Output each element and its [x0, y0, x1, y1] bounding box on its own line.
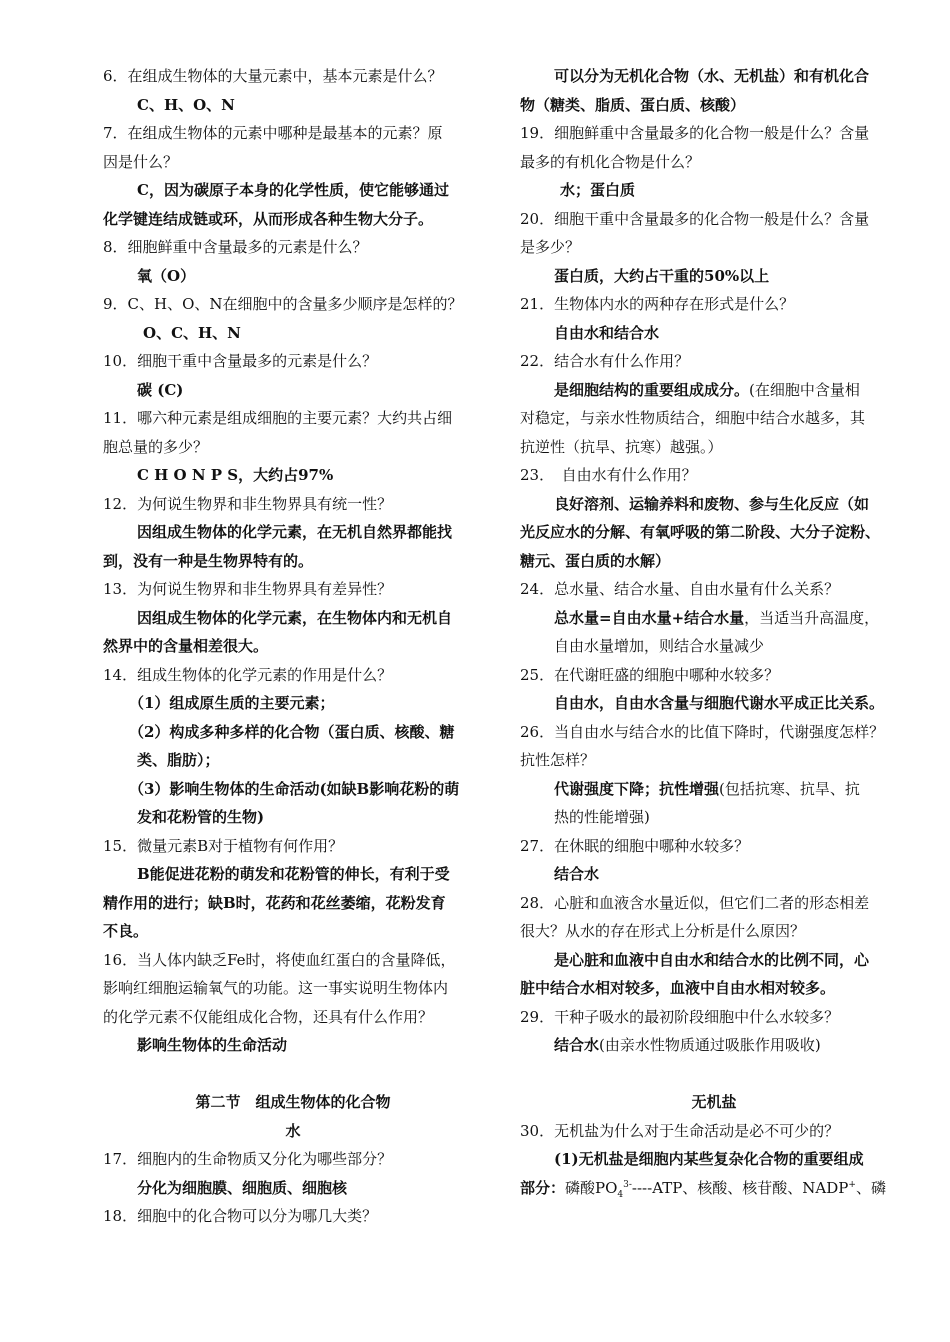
answer-30: (1)无机盐是细胞内某些复杂化合物的重要组成 [554, 1150, 864, 1168]
question-24: 24．总水量、结合水量、自由水量有什么关系？ [520, 580, 840, 598]
question-17: 17．细胞内的生命物质又分化为哪些部分？ [103, 1150, 393, 1168]
question-16-end: 的化学元素不仅能组成化合物，还具有什么作用？ [103, 1007, 434, 1026]
question-26-cont: 抗性怎样？ [520, 751, 596, 769]
answer-30-cont-bold: 部分： [520, 1178, 566, 1197]
question-28: 28．心脏和血液含水量近似，但它们二者的形态相差 [520, 893, 870, 912]
question-28-cont: 很大？从水的存在形式上分析是什么原因？ [520, 922, 806, 940]
left-column [103, 62, 483, 1231]
question-16: 16．当人体内缺乏Fe时，将使血红蛋白的含量降低， [103, 950, 456, 969]
answer-24-cont: 自由水量增加，则结合水量减少 [554, 637, 765, 655]
question-7-cont: 因是什么？ [103, 152, 179, 171]
question-20: 20．细胞干重中含量最多的化合物一般是什么？含量 [520, 209, 870, 228]
answer-28: 是心脏和血液中自由水和结合水的比例不同，心 [554, 950, 870, 969]
answer-21: 自由水和结合水 [554, 323, 660, 342]
answer-19: 水；蛋白质 [560, 181, 636, 199]
question-11-cont: 胞总量的多少？ [103, 437, 209, 456]
answer-14-item-3-cont: 发和花粉管的生物) [137, 808, 265, 826]
answer-12-cont: 到，没有一种是生物界特有的。 [103, 551, 314, 570]
question-20-cont: 是多少？ [520, 238, 581, 256]
answer-12: 因组成生物体的化学元素，在无机自然界都能找 [137, 523, 453, 541]
answer-29-note: (由亲水性物质通过吸胀作用吸收) [599, 1036, 821, 1054]
answer-30-list: ----ATP、核酸、核苷酸、NADP [631, 1178, 849, 1197]
answer-7: C，因为碳原子本身的化学性质，使它能够通过 [137, 181, 449, 199]
answer-26-note: (包括抗寒、抗旱、抗 [719, 779, 860, 798]
answer-15: B能促进花粉的萌发和花粉管的伸长，有利于受 [137, 865, 450, 883]
question-29: 29．干种子吸水的最初阶段细胞中什么水较多？ [520, 1007, 840, 1026]
answer-24-note: ，当适当升高温度， [744, 608, 880, 627]
answer-30-phosphate: 磷酸PO [565, 1178, 618, 1197]
answer-29 [520, 1031, 908, 1060]
answer-6: C、H、O、N [137, 95, 235, 114]
question-19-cont: 最多的有机化合物是什么？ [520, 152, 701, 171]
answer-13: 因组成生物体的化学元素，在生物体内和无机自 [137, 608, 453, 627]
question-11: 11．哪六种元素是组成细胞的主要元素？大约共占细 [103, 409, 453, 427]
answer-15-cont: 精作用的进行；缺B时，花药和花丝萎缩，花粉发育 [103, 893, 446, 912]
question-14: 14．组成生物体的化学元素的作用是什么？ [103, 665, 393, 684]
answer-30-cont [520, 1174, 908, 1203]
answer-18-cont: 物（糖类、脂质、蛋白质、核酸） [520, 95, 746, 114]
answer-22-bold: 是细胞结构的重要组成成分。 [554, 380, 750, 399]
question-26: 26．当自由水与结合水的比值下降时，代谢强度怎样？ [520, 722, 885, 741]
answer-14-item-1: （1）组成原生质的主要元素； [129, 694, 335, 712]
answer-29-bold: 结合水 [554, 1036, 600, 1054]
answer-23: 良好溶剂、运输养料和废物、参与生化反应（如 [554, 494, 870, 513]
subsection-heading-water: 水 [285, 1121, 301, 1140]
answer-9: O、C、H、N [143, 323, 241, 342]
answer-22 [520, 376, 908, 405]
answer-7-cont: 化学键连结成链或环，从而形成各种生物大分子。 [103, 209, 434, 228]
answer-26-bold: 代谢强度下降；抗性增强 [554, 779, 720, 798]
answer-18: 可以分为无机化合物（水、无机盐）和有机化合 [554, 67, 870, 85]
question-13: 13．为何说生物界和非生物界具有差异性？ [103, 580, 393, 598]
answer-30-end: 、磷 [855, 1178, 886, 1197]
answer-11: C H O N P S，大约占97% [137, 466, 334, 484]
question-16-cont: 影响红细胞运输氧气的功能。这一事实说明生物体内 [103, 979, 449, 997]
question-21: 21．生物体内水的两种存在形式是什么？ [520, 295, 795, 313]
question-19: 19．细胞鲜重中含量最多的化合物一般是什么？含量 [520, 124, 870, 142]
question-18: 18．细胞中的化合物可以分为哪几大类？ [103, 1207, 378, 1225]
question-25: 25．在代谢旺盛的细胞中哪种水较多？ [520, 665, 780, 684]
answer-20: 蛋白质，大约占干重的50%以上 [554, 266, 770, 285]
nadp-charge: + [848, 1179, 856, 1190]
answer-23-cont: 光反应水的分解、有氧呼吸的第二阶段、大分子淀粉、 [520, 523, 881, 541]
answer-22-cont: 对稳定，与亲水性物质结合，细胞中结合水越多，其 [520, 409, 866, 427]
phosphate-charge: 3- [623, 1179, 632, 1190]
answer-23-end: 糖元、蛋白质的水解） [520, 551, 671, 570]
question-30: 30．无机盐为什么对于生命活动是必不可少的？ [520, 1121, 840, 1140]
answer-26-cont: 热的性能增强) [554, 808, 650, 826]
question-15: 15．微量元素B对于植物有何作用？ [103, 836, 344, 855]
answer-27: 结合水 [554, 865, 600, 883]
section-heading: 第二节 组成生物体的化合物 [195, 1093, 391, 1111]
subsection-heading-salts: 无机盐 [691, 1093, 737, 1111]
question-7: 7．在组成生物体的元素中哪种是最基本的元素？原 [103, 124, 443, 142]
answer-15-end: 不良。 [103, 922, 149, 940]
answer-16: 影响生物体的生命活动 [137, 1036, 288, 1054]
question-10: 10．细胞干重中含量最多的元素是什么？ [103, 352, 378, 370]
answer-8: 氧（O） [137, 266, 196, 285]
question-6: 6．在组成生物体的大量元素中，基本元素是什么？ [103, 67, 443, 85]
question-8: 8．细胞鲜重中含量最多的元素是什么？ [103, 238, 368, 256]
answer-28-cont: 脏中结合水相对较多，血液中自由水相对较多。 [520, 979, 836, 997]
answer-22-note: (在细胞中含量相 [749, 380, 860, 399]
answer-14-item-3: （3）影响生物体的生命活动(如缺B影响花粉的萌 [129, 779, 460, 798]
phosphate-subscript: 4 [617, 1189, 624, 1200]
answer-17: 分化为细胞膜、细胞质、细胞核 [137, 1178, 348, 1197]
question-22: 22．结合水有什么作用？ [520, 352, 690, 370]
answer-14-item-2: （2）构成多种多样的化合物（蛋白质、核酸、糖 [129, 722, 455, 741]
answer-24 [520, 604, 908, 633]
answer-22-end: 抗逆性（抗旱、抗寒）越强。） [520, 437, 723, 456]
answer-24-bold: 总水量=自由水量+结合水量 [554, 608, 745, 627]
answer-14-item-2-cont: 类、脂肪）； [137, 751, 220, 769]
right-column [520, 62, 908, 1202]
answer-25: 自由水，自由水含量与细胞代谢水平成正比关系。 [554, 694, 885, 712]
question-12: 12．为何说生物界和非生物界具有统一性？ [103, 494, 393, 513]
question-23: 23． 自由水有什么作用？ [520, 466, 697, 484]
answer-13-cont: 然界中的含量相差很大。 [103, 637, 269, 655]
question-9: 9．C、H、O、N在细胞中的含量多少顺序是怎样的？ [103, 295, 463, 313]
question-27: 27．在休眠的细胞中哪种水较多？ [520, 836, 750, 855]
answer-10: 碳 (C) [137, 380, 184, 399]
answer-26 [520, 775, 908, 804]
